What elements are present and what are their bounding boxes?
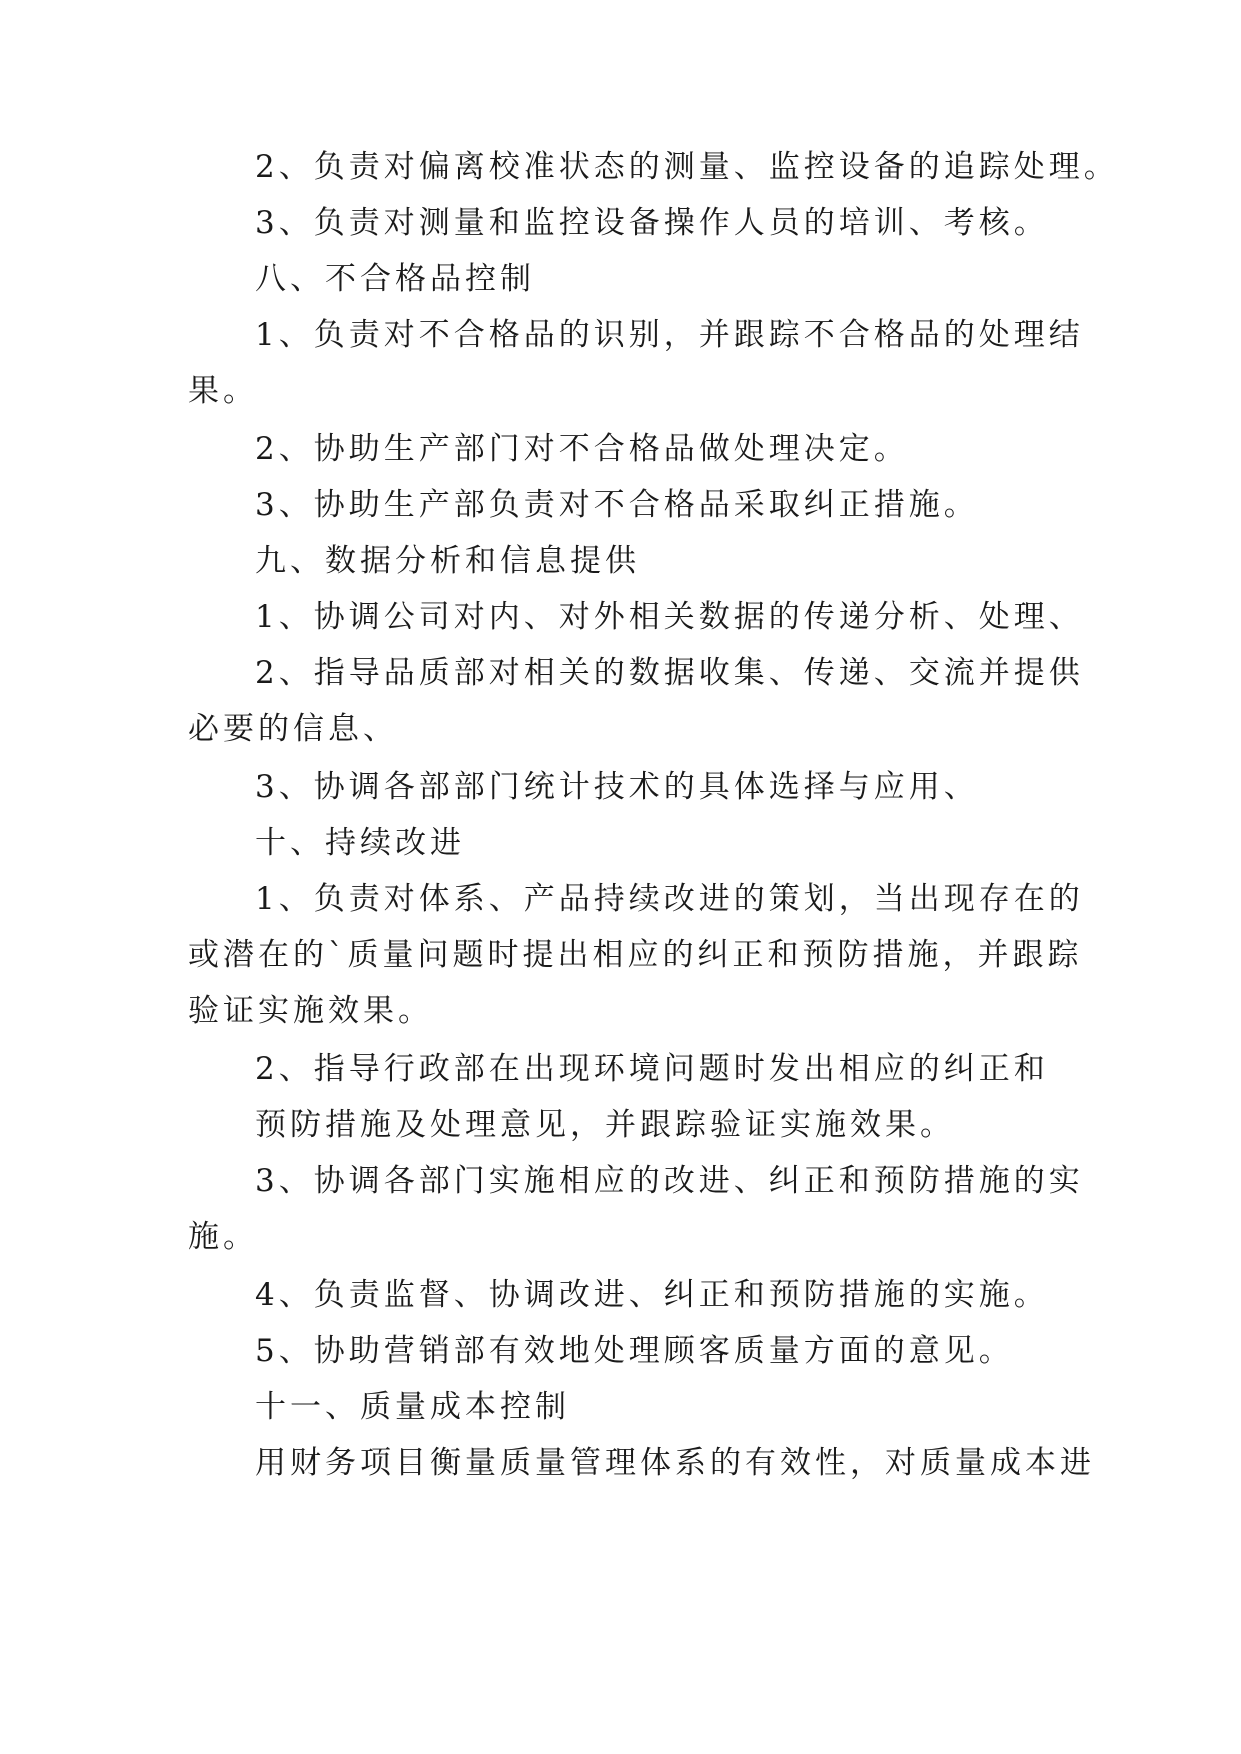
text-line: 必要的信息、: [188, 711, 398, 747]
text-line: 3、协助生产部负责对不合格品采取纠正措施。: [255, 487, 979, 523]
text-line: 预防措施及处理意见，并跟踪验证实施效果。: [255, 1107, 955, 1143]
text-line: 1、负责对不合格品的识别，并跟踪不合格品的处理结: [255, 317, 1084, 353]
text-line: 果。: [188, 373, 258, 409]
text-line: 验证实施效果。: [188, 993, 433, 1029]
text-line: 2、指导品质部对相关的数据收集、传递、交流并提供: [255, 655, 1084, 691]
section-heading: 八、不合格品控制: [255, 261, 535, 297]
section-heading: 十一、质量成本控制: [255, 1389, 570, 1425]
text-line: 或潜在的`质量问题时提出相应的纠正和预防措施，并跟踪: [188, 937, 1083, 973]
text-line: 2、负责对偏离校准状态的测量、监控设备的追踪处理。: [255, 149, 1119, 185]
text-line: 3、协调各部部门统计技术的具体选择与应用、: [255, 769, 979, 805]
text-line: 1、协调公司对内、对外相关数据的传递分析、处理、: [255, 599, 1084, 635]
text-line: 2、指导行政部在出现环境问题时发出相应的纠正和: [255, 1051, 1049, 1087]
text-line: 用财务项目衡量质量管理体系的有效性，对质量成本进: [255, 1445, 1095, 1481]
text-line: 5、协助营销部有效地处理顾客质量方面的意见。: [255, 1333, 1014, 1369]
section-heading: 十、持续改进: [255, 825, 465, 861]
text-line: 施。: [188, 1219, 258, 1255]
text-line: 1、负责对体系、产品持续改进的策划，当出现存在的: [255, 881, 1084, 917]
text-line: 3、协调各部门实施相应的改进、纠正和预防措施的实: [255, 1163, 1084, 1199]
text-line: 4、负责监督、协调改进、纠正和预防措施的实施。: [255, 1277, 1049, 1313]
section-heading: 九、数据分析和信息提供: [255, 543, 640, 579]
text-line: 3、负责对测量和监控设备操作人员的培训、考核。: [255, 205, 1049, 241]
text-line: 2、协助生产部门对不合格品做处理决定。: [255, 431, 909, 467]
